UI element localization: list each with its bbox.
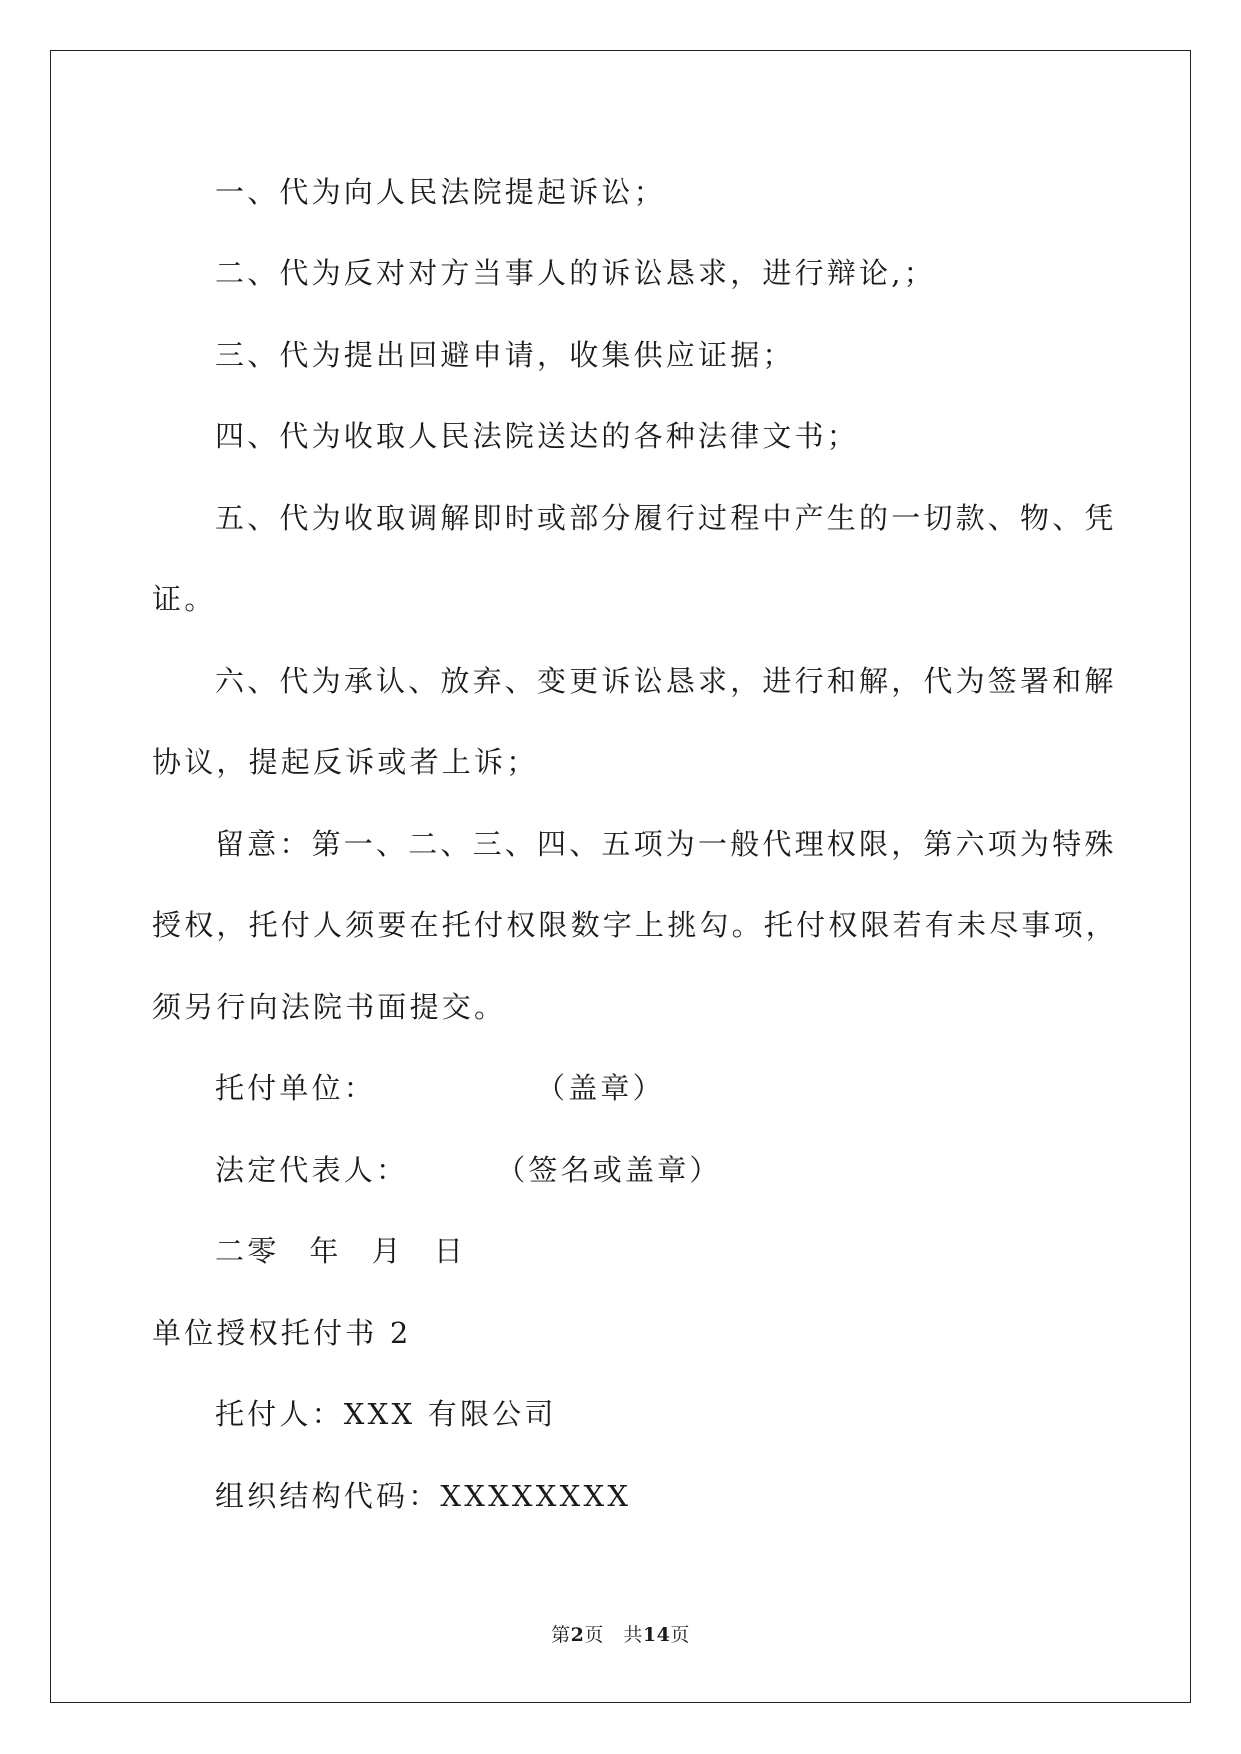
legal-rep-row [215,1152,722,1188]
footer-suffix: 页 [670,1624,690,1646]
legal-rep-label: 法定代表人： [215,1153,409,1187]
client-name: 托付人：XXX 有限公司 [215,1397,557,1431]
note-line-3: 须另行向法院书面提交。 [152,990,507,1024]
section-title: 单位授权托付书 2 [152,1316,412,1350]
item-2: 二、代为反对对方当事人的诉讼恳求，进行辩论,； [215,256,936,290]
date-prefix: 二零 [215,1234,280,1268]
item-5-line-2: 证。 [152,582,217,616]
footer-page-number: 2 [570,1624,585,1646]
legal-rep-sign: （签名或盖章） [496,1153,722,1187]
page-border [50,50,1191,1703]
page-footer [0,1620,1241,1647]
date-year: 年 [309,1234,342,1268]
item-1: 一、代为向人民法院提起诉讼； [215,175,666,209]
note-line-1: 留意：第一、二、三、四、五项为一般代理权限，第六项为特殊 [215,827,1117,861]
item-4: 四、代为收取人民法院送达的各种法律文书； [215,419,860,453]
footer-mid: 页 共 [584,1624,643,1646]
item-6-line-2: 协议，提起反诉或者上诉； [152,745,539,779]
client-unit-row [215,1070,665,1106]
client-unit-label: 托付单位： [215,1071,377,1105]
date-month: 月 [371,1234,404,1268]
date-row [215,1233,466,1269]
client-unit-stamp: （盖章） [536,1071,665,1105]
item-3: 三、代为提出回避申请，收集供应证据； [215,338,795,372]
footer-total-pages: 14 [642,1624,671,1646]
item-5-line-1: 五、代为收取调解即时或部分履行过程中产生的一切款、物、凭 [215,501,1117,535]
note-line-2: 授权，托付人须要在托付权限数字上挑勾。托付权限若有未尽事项， [152,908,1119,942]
org-code: 组织结构代码：XXXXXXXX [215,1479,632,1513]
item-6-line-1: 六、代为承认、放弃、变更诉讼恳求，进行和解，代为签署和解 [215,664,1117,698]
footer-prefix: 第 [551,1624,571,1646]
date-day: 日 [433,1234,467,1268]
